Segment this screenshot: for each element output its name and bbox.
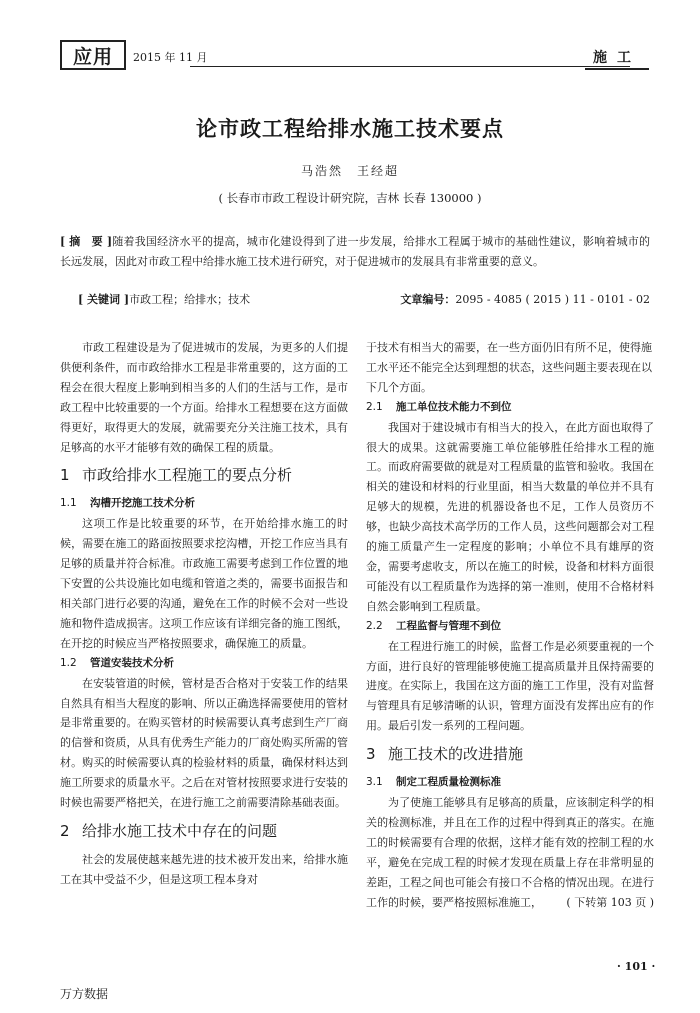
section-3-title: 施工技术的改进措施 xyxy=(388,745,524,764)
issue-date: 2015 年 11 月 xyxy=(133,51,208,64)
section-2-paragraph: 社会的发展使越来越先进的技术被开发出来，给排水施工在其中受益不少，但是这项工程本身对 xyxy=(60,852,348,886)
article-number xyxy=(400,291,650,307)
section-1-1-number: 1.1 xyxy=(60,497,77,510)
section-1-2-title: 管道安装技术分析 xyxy=(90,656,174,669)
section-1-title: 市政给排水工程施工的要点分析 xyxy=(82,466,293,485)
section-2-2-number: 2.2 xyxy=(366,619,383,632)
article-title: 论市政工程给排水施工技术要点 xyxy=(196,117,504,141)
page-number: · 101 · xyxy=(617,960,656,973)
intro-paragraph: 市政工程建设是为了促进城市的发展，为更多的人们提供便利条件，而市政给排水工程是非常重要的，这方面的工程会在很大程度上影响到相当多的人们的生活与工作，是市政工程中比较重要的一个方面。给排水工程想要在这方面做得更好，取得更大的发展，就需要充分关注施工技术，具有足够高的水平才能够有效的确保工程的质量。 xyxy=(60,341,348,454)
section-2-number: 2 xyxy=(60,821,70,840)
section-2-2-heading xyxy=(366,617,654,637)
section-1-2-heading xyxy=(60,654,348,674)
section-3-1-paragraph xyxy=(366,793,654,912)
header-rule xyxy=(190,66,630,67)
section-label: 施工 xyxy=(585,46,649,70)
section-2-1-paragraph: 我国对于建设城市有相当大的投入，在此方面也取得了很大的成果。这就需要施工单位能够胜任给排水工程的施工。而政府需要做的就是对工程质量的监管和验收。我国在相关的建设和材料的行业里面，相当大数量的单位并不具有足够大的规模，先进的机器设备也不足，工作人员资历不够，也缺少高技术高学历的工作人员，这些问题都会对工程的施工质量产生一定程度的影响；小单位不具有雄厚的资金，需要考虑收支，所以在施工的时候，设备和材料方面很可能没有以工程质量作为选择的第一准则，使用不合格材料自然会影响到工程质量。 xyxy=(366,420,654,613)
article-number-text: 2095 - 4085 ( 2015 ) 11 - 0101 - 02 xyxy=(455,293,650,306)
continued-note: ( 下转第 103 页 ) xyxy=(566,895,654,909)
keywords-label: [ 关键词 ] xyxy=(78,293,130,306)
section-3-1-title: 制定工程质量检测标准 xyxy=(396,776,501,789)
section-1-1-paragraph: 这项工作是比较重要的环节，在开始给排水施工的时候，需要在施工的路面按照要求挖沟槽，开挖工作应当具有足够的质量并符合标准。市政施工需要考虑到工作位置的地下安置的公共设施比如电缆和管道之类的，需要书面报告和相关部门进行必要的沟通，避免在工作的时候不会对一些设施和物件造成损害。这项工作应该有详细完备的施工图纸，在开挖的时候应当严格按照要求，确保施工的质量。 xyxy=(60,517,348,650)
section-2-heading xyxy=(60,818,348,844)
section-2-2-paragraph: 在工程进行施工的时候，监督工作是必须要重视的一个方面，进行良好的管理能够使施工提高质量并且保持需要的进度。在实际上，我国在这方面的施工工作里，没有对监督与管理具有足够清晰的认识，管理方面没有发挥出应有的作用。最后引发一系列的工程问题。 xyxy=(366,639,654,733)
page-header xyxy=(60,40,650,74)
section-2-1-number: 2.1 xyxy=(366,400,383,413)
section-1-2-number: 1.2 xyxy=(60,656,77,669)
article-number-label: 文章编号： xyxy=(400,293,456,306)
section-3-1-text: 为了使施工能够具有足够高的质量，应该制定科学的相关的检测标准，并且在工作的过程中得到真正的落实。在施工的时候需要有合理的依据，这样才能有效的控制工程的水平，避免在完成工程的时候才发现在质量上存在非常明显的差距，工程之间也可能会有接口不合格的情况出现。在进行工作的时候，要严格按照标准施工， xyxy=(366,796,654,909)
section-2-1-heading xyxy=(366,398,654,418)
abstract-text: 随着我国经济水平的提高，城市化建设得到了进一步发展，给排水工程属于城市的基础性建议，影响着城市的长远发展，因此对市政工程中给排水施工技术进行研究，对于促进城市的发展具有非常重要的意义。 xyxy=(60,235,650,268)
section-2-title: 给排水施工技术中存在的问题 xyxy=(82,821,278,840)
abstract-label: [ 摘 要 ] xyxy=(60,235,113,248)
keywords xyxy=(78,291,250,307)
authors: 马浩然 王经超 xyxy=(300,164,399,178)
section-3-number: 3 xyxy=(366,745,376,764)
footer-watermark: 万方数据 xyxy=(60,987,109,1001)
keywords-text: 市政工程；给排水；技术 xyxy=(129,293,251,306)
section-1-1-heading xyxy=(60,494,348,514)
continued-paragraph: 于技术有相当大的需要，在一些方面仍旧有所不足，使得施工水平还不能完全达到理想的状态，这些问题主要表现在以下几个方面。 xyxy=(366,341,652,394)
abstract xyxy=(60,232,650,272)
section-3-1-heading xyxy=(366,773,654,793)
section-2-1-title: 施工单位技术能力不到位 xyxy=(396,400,512,413)
left-column xyxy=(60,338,348,890)
section-3-1-number: 3.1 xyxy=(366,776,383,789)
section-1-number: 1 xyxy=(60,466,70,485)
right-column xyxy=(366,338,654,912)
affiliation: ( 长春市市政工程设计研究院，吉林 长春 130000 ) xyxy=(218,191,482,205)
section-3-heading xyxy=(366,741,654,767)
section-1-2-paragraph: 在安装管道的时候，管材是否合格对于安装工作的结果自然具有相当大程度的影响、所以正确选择需要使用的管材是非常重要的。在购买管材的时候需要认真考虑到生产厂商的信誉和资质，从具有优秀生产能力的厂商处购买所需的管材。购买的时候需要认真的检验材料的质量，确保材料达到施工所要求的质量水平。之后在对管材按照要求进行安装的时候也需要严格把关，在进行施工之前需要清除基础表面。 xyxy=(60,676,348,810)
section-1-1-title: 沟槽开挖施工技术分析 xyxy=(90,497,195,510)
section-2-2-title: 工程监督与管理不到位 xyxy=(396,619,501,632)
section-1-heading xyxy=(60,462,348,488)
journal-logo-text: 应用 xyxy=(72,45,113,68)
article-meta xyxy=(60,291,650,309)
journal-logo xyxy=(60,40,126,70)
